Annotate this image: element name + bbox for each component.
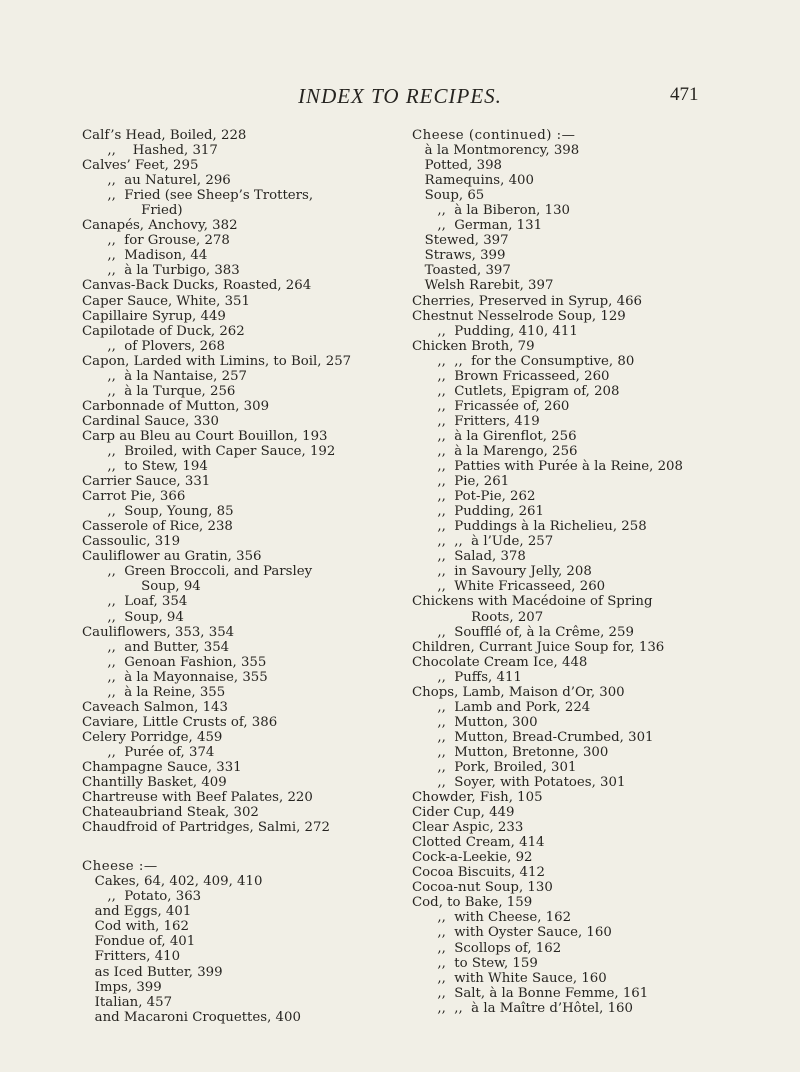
index-entry: Chicken Broth, 79: [412, 338, 535, 354]
index-entry: ,, Pudding, 261: [412, 504, 544, 520]
index-entry: ,, to Stew, 194: [82, 459, 208, 475]
index-entry: Cocoa-nut Soup, 130: [412, 880, 553, 896]
index-entry: Chaudfroid of Partridges, Salmi, 272: [82, 820, 330, 836]
index-entry: Caveach Salmon, 143: [82, 699, 228, 715]
section-heading: Cheese :—: [82, 859, 158, 875]
index-entry: Chowder, Fish, 105: [412, 790, 543, 806]
index-entry: Chartreuse with Beef Palates, 220: [82, 790, 313, 806]
index-entry: Champagne Sauce, 331: [82, 759, 242, 775]
index-entry: ,, Fritters, 419: [412, 413, 540, 429]
index-entry: Potted, 398: [412, 158, 502, 174]
index-entry: ,, Brown Fricasseed, 260: [412, 368, 610, 384]
index-entry: ,, à la Turbigo, 383: [82, 263, 240, 279]
index-entry: ,, Mutton, Bretonne, 300: [412, 744, 609, 760]
index-entry: ,, à la Turque, 256: [82, 383, 236, 399]
index-entry: ,, Pot-Pie, 262: [412, 489, 536, 505]
index-entry: ,, Soup, 94: [82, 609, 184, 625]
index-entry: Caper Sauce, White, 351: [82, 293, 250, 309]
index-entry: ,, Broiled, with Caper Sauce, 192: [82, 443, 336, 459]
index-entry: Capillaire Syrup, 449: [82, 308, 226, 324]
page-header: [0, 84, 800, 114]
index-entry: Chantilly Basket, 409: [82, 775, 227, 791]
index-entry: ,, Soyer, with Potatoes, 301: [412, 775, 626, 791]
index-entry: ,, and Butter, 354: [82, 639, 230, 655]
index-entry: ,, à la Girenflot, 256: [412, 428, 577, 444]
index-entry: ,, to Stew, 159: [412, 955, 538, 971]
index-entry: Toasted, 397: [412, 263, 511, 279]
index-entry: ,, Pork, Broiled, 301: [412, 759, 577, 775]
index-entry: ,, à la Biberon, 130: [412, 203, 570, 219]
index-entry: ,, Fried (see Sheep’s Trotters,: [82, 188, 314, 204]
index-entry: ,, Soup, Young, 85: [82, 504, 234, 520]
page-number: 471: [670, 84, 699, 105]
index-entry: Cod with, 162: [82, 919, 189, 935]
index-entry: ,, Fricassée of, 260: [412, 398, 570, 414]
index-entry: ,, of Plovers, 268: [82, 338, 226, 354]
index-entry: ,, with Cheese, 162: [412, 910, 572, 926]
index-entry: as Iced Butter, 399: [82, 964, 223, 980]
index-entry: Chickens with Macédoine of Spring: [412, 594, 653, 610]
index-entry: Calf’s Head, Boiled, 228: [82, 128, 247, 143]
section-heading: Cheese (continued) :—: [412, 128, 576, 143]
index-entry: ,, Genoan Fashion, 355: [82, 654, 267, 670]
index-entry: ,, à la Nantaise, 257: [82, 368, 248, 384]
index-entry: Fondue of, 401: [82, 934, 196, 950]
index-entry: Soup, 65: [412, 188, 485, 204]
index-entry: Straws, 399: [412, 248, 506, 264]
index-entry: ,, for Grouse, 278: [82, 233, 230, 249]
index-entry: ,, Madison, 44: [82, 248, 208, 264]
index-entry: Welsh Rarebit, 397: [412, 278, 554, 294]
index-entry: Cherries, Preserved in Syrup, 466: [412, 293, 642, 309]
index-entry: ,, à la Mayonnaise, 355: [82, 669, 268, 685]
index-entry: Cardinal Sauce, 330: [82, 413, 219, 429]
index-entry: ,, Hashed, 317: [82, 143, 218, 159]
index-entry: ,, Lamb and Pork, 224: [412, 699, 591, 715]
index-entry: ,, Pudding, 410, 411: [412, 323, 578, 339]
index-entry: Calves’ Feet, 295: [82, 158, 199, 174]
index-entry: ,, Purée of, 374: [82, 744, 215, 760]
index-column-left: [82, 128, 388, 1025]
index-entry: and Eggs, 401: [82, 904, 192, 920]
index-entry: Chateaubriand Steak, 302: [82, 805, 259, 821]
index-entry: Fritters, 410: [82, 949, 181, 965]
index-entry: ,, à la Marengo, 256: [412, 443, 578, 459]
index-entry: Cocoa Biscuits, 412: [412, 865, 545, 881]
index-entry: ,, ,, à la Maître d’Hôtel, 160: [412, 1000, 633, 1016]
index-entry: Capilotade of Duck, 262: [82, 323, 245, 339]
index-entry: ,, Mutton, Bread-Crumbed, 301: [412, 729, 654, 745]
index-entry: ,, German, 131: [412, 218, 543, 234]
index-entry: Canvas-Back Ducks, Roasted, 264: [82, 278, 312, 294]
index-entry: Chocolate Cream Ice, 448: [412, 654, 588, 670]
index-entry: Children, Currant Juice Soup for, 136: [412, 639, 665, 655]
index-entry: Soup, 94: [82, 579, 201, 595]
index-entry: Carbonnade of Mutton, 309: [82, 398, 270, 414]
index-entry: Capon, Larded with Limins, to Boil, 257: [82, 353, 352, 369]
index-entry: Cauliflowers, 353, 354: [82, 624, 235, 640]
index-entry: ,, Cutlets, Epigram of, 208: [412, 383, 620, 399]
index-entry: Ramequins, 400: [412, 173, 534, 189]
index-entry: ,, Patties with Purée à la Reine, 208: [412, 459, 683, 475]
index-entry: Carrier Sauce, 331: [82, 474, 211, 490]
index-entry: Cakes, 64, 402, 409, 410: [82, 874, 263, 890]
index-entry: Casserole of Rice, 238: [82, 519, 233, 535]
index-entry: Italian, 457: [82, 994, 173, 1010]
index-entry: ,, Puddings à la Richelieu, 258: [412, 519, 647, 535]
index-entry: Cauliflower au Gratin, 356: [82, 549, 262, 565]
index-entry: ,, à la Reine, 355: [82, 684, 226, 700]
running-title: INDEX TO RECIPES.: [298, 84, 502, 108]
index-entry: ,, Salad, 378: [412, 549, 526, 565]
index-entry: Imps, 399: [82, 979, 162, 995]
index-entry: Cock-a-Leekie, 92: [412, 850, 533, 866]
index-entry: ,, Green Broccoli, and Parsley: [82, 564, 313, 580]
index-entry: Stewed, 397: [412, 233, 509, 249]
index-entry: ,, in Savoury Jelly, 208: [412, 564, 592, 580]
index-entry: ,, Scollops of, 162: [412, 940, 562, 956]
index-entry: Fried): [82, 203, 183, 219]
index-entry: Cassoulic, 319: [82, 534, 181, 550]
index-entry: Clotted Cream, 414: [412, 835, 545, 851]
index-entry: Carp au Bleu au Court Bouillon, 193: [82, 428, 328, 444]
index-entry: ,, Pie, 261: [412, 474, 510, 490]
index-entry: ,, Potato, 363: [82, 889, 202, 905]
index-entry: ,, Loaf, 354: [82, 594, 188, 610]
index-column-right: [412, 128, 732, 1016]
index-entry: ,, ,, for the Consumptive, 80: [412, 353, 635, 369]
index-entry: ,, with Oyster Sauce, 160: [412, 925, 612, 941]
index-entry: Carrot Pie, 366: [82, 489, 186, 505]
index-entry: ,, ,, à l’Ude, 257: [412, 534, 554, 550]
index-entry: ,, with White Sauce, 160: [412, 970, 607, 986]
index-entry: Chestnut Nesselrode Soup, 129: [412, 308, 626, 324]
index-entry: Canapés, Anchovy, 382: [82, 218, 238, 234]
index-entry: and Macaroni Croquettes, 400: [82, 1009, 301, 1025]
index-entry: ,, White Fricasseed, 260: [412, 579, 606, 595]
index-entry: ,, Mutton, 300: [412, 714, 538, 730]
index-entry: ,, Soufflé of, à la Crême, 259: [412, 624, 634, 640]
index-entry: ,, Salt, à la Bonne Femme, 161: [412, 985, 649, 1001]
index-entry: Caviare, Little Crusts of, 386: [82, 714, 278, 730]
section-spacer: [82, 835, 388, 859]
index-entry: Clear Aspic, 233: [412, 820, 524, 836]
index-entry: ,, au Naturel, 296: [82, 173, 231, 189]
index-entry: Cod, to Bake, 159: [412, 895, 533, 911]
index-entry: Roots, 207: [412, 609, 544, 625]
index-entry: Chops, Lamb, Maison d’Or, 300: [412, 684, 625, 700]
index-entry: Cider Cup, 449: [412, 805, 515, 821]
index-entry: ,, Puffs, 411: [412, 669, 522, 685]
index-entry: Celery Porridge, 459: [82, 729, 223, 745]
index-entry: à la Montmorency, 398: [412, 143, 580, 159]
